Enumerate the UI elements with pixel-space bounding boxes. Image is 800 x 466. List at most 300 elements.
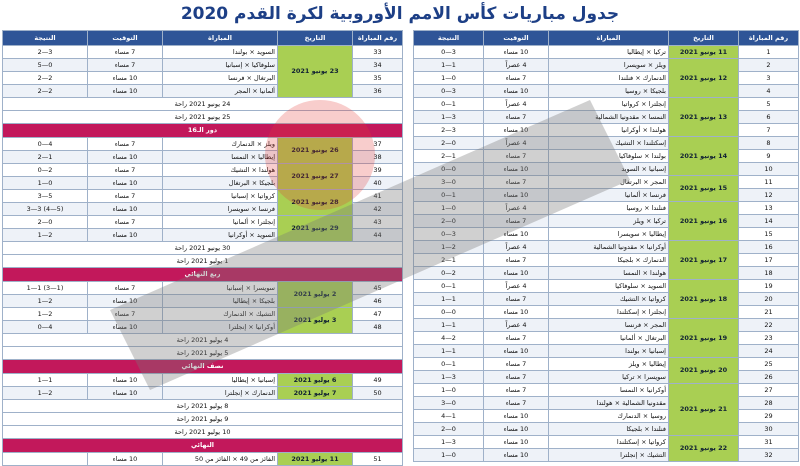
match-score: 0—1 (414, 384, 484, 397)
table-row (414, 332, 799, 345)
match-teams: المجر × فرنسا (549, 319, 669, 332)
match-score: 0—5 (3, 59, 88, 72)
match-score: 1—2 (414, 254, 484, 267)
match-teams: السويد × بولندا (163, 46, 278, 59)
table-row (414, 85, 799, 98)
match-teams: بلجيكا × البرتغال (163, 177, 278, 190)
table-row (414, 293, 799, 306)
match-score: 0—1 (414, 72, 484, 85)
match-time: 4 عصراً (484, 319, 549, 332)
match-number: 29 (739, 410, 799, 423)
match-teams: إسبانيا × بولندا (549, 345, 669, 358)
match-teams: إيطاليا × ويلز (549, 358, 669, 371)
match-number: 30 (739, 423, 799, 436)
match-date: 2 يوليو 2021 (278, 282, 353, 308)
table-row (414, 410, 799, 423)
match-score: 1—1 (3, 374, 88, 387)
match-teams: التشيك × إنجلترا (549, 449, 669, 462)
match-time: 7 مساء (88, 282, 163, 295)
match-time: 10 مساء (484, 345, 549, 358)
match-time: 7 مساء (484, 293, 549, 306)
match-number: 51 (353, 453, 403, 466)
match-teams: إسكتلندا × التشيك (549, 137, 669, 150)
match-time: 10 مساء (88, 295, 163, 308)
match-teams: فرنسا × ألمانيا (549, 189, 669, 202)
match-date: 6 يوليو 2021 (278, 374, 353, 387)
rest-day-row (3, 400, 403, 413)
match-teams: بلجيكا × روسيا (549, 85, 669, 98)
match-number: 22 (739, 319, 799, 332)
match-date: 15 يونيو 2021 (669, 176, 739, 202)
match-time: 10 مساء (484, 163, 549, 176)
match-number: 50 (353, 387, 403, 400)
match-score: 4—0 (3, 138, 88, 151)
table-row (414, 215, 799, 228)
rest-day-label: 8 يوليو 2021 راحة (3, 400, 403, 413)
match-date: 21 يونيو 2021 (669, 384, 739, 436)
match-time: 7 مساء (484, 332, 549, 345)
match-score: 2—1 (3, 295, 88, 308)
table-row (414, 46, 799, 59)
match-score: 0—3 (414, 397, 484, 410)
match-time: 10 مساء (484, 410, 549, 423)
match-score: 2—0 (3, 164, 88, 177)
match-number: 40 (353, 177, 403, 190)
match-time: 7 مساء (484, 150, 549, 163)
table-row (3, 46, 403, 59)
stage-title: النهائي (3, 439, 403, 453)
match-date: 23 يونيو 2021 (278, 46, 353, 98)
match-score: 0—1 (3, 177, 88, 190)
match-score: 0—2 (3, 216, 88, 229)
match-time: 7 مساء (88, 308, 163, 321)
match-number: 4 (739, 85, 799, 98)
match-time: 7 مساء (484, 72, 549, 85)
match-teams: هولندا × أوكرانيا (549, 124, 669, 137)
match-time: 10 مساء (484, 228, 549, 241)
match-teams: الدنمارك × بلجيكا (549, 254, 669, 267)
match-date: 13 يونيو 2021 (669, 98, 739, 137)
match-teams: التشيك × الدنمارك (163, 308, 278, 321)
table-row (3, 282, 403, 295)
match-number: 21 (739, 306, 799, 319)
match-time: 10 مساء (88, 387, 163, 400)
table-row (414, 423, 799, 436)
table-row (414, 306, 799, 319)
match-time: 10 مساء (484, 449, 549, 462)
rest-day-label: 9 يوليو 2021 راحة (3, 413, 403, 426)
match-number: 16 (739, 241, 799, 254)
column-header: التاريخ (669, 31, 739, 46)
match-teams: أوكرانيا × مقدونيا الشمالية (549, 241, 669, 254)
table-row (414, 59, 799, 72)
match-time: 10 مساء (88, 177, 163, 190)
match-time: 7 مساء (484, 254, 549, 267)
match-score: 3—1 (414, 371, 484, 384)
match-time: 10 مساء (88, 229, 163, 242)
table-row (414, 345, 799, 358)
match-time: 10 مساء (88, 85, 163, 98)
match-number: 24 (739, 345, 799, 358)
match-time: 7 مساء (484, 371, 549, 384)
table-row (414, 124, 799, 137)
match-number: 6 (739, 111, 799, 124)
match-teams: السويد × سلوفاكيا (549, 280, 669, 293)
match-number: 18 (739, 267, 799, 280)
match-number: 3 (739, 72, 799, 85)
match-score: 0—1 (414, 202, 484, 215)
match-date: 26 يونيو 2021 (278, 138, 353, 164)
match-date: 22 يونيو 2021 (669, 436, 739, 462)
match-number: 49 (353, 374, 403, 387)
match-score: 2—1 (3, 229, 88, 242)
match-number: 7 (739, 124, 799, 137)
match-score: 3—2 (3, 46, 88, 59)
match-teams: ويلز × الدنمارك (163, 138, 278, 151)
match-score: 0—1 (414, 449, 484, 462)
match-teams: بلجيكا × إيطاليا (163, 295, 278, 308)
match-number: 25 (739, 358, 799, 371)
table-row (3, 453, 403, 466)
column-header: رقم المباراة (353, 31, 403, 46)
table-row (3, 164, 403, 177)
column-header: رقم المباراة (739, 31, 799, 46)
match-time: 10 مساء (88, 72, 163, 85)
match-number: 26 (739, 371, 799, 384)
match-number: 28 (739, 397, 799, 410)
match-number: 33 (353, 46, 403, 59)
match-teams: فرنسا × سويسرا (163, 203, 278, 216)
stage-title: ربع النهائي (3, 268, 403, 282)
match-score: 1—1 (414, 319, 484, 332)
rest-day-row (3, 413, 403, 426)
match-date: 29 يونيو 2021 (278, 216, 353, 242)
match-teams: السويد × أوكرانيا (163, 229, 278, 242)
match-time: 10 مساء (484, 189, 549, 202)
match-score: 0—3 (414, 176, 484, 189)
match-score: 2—1 (3, 387, 88, 400)
match-score: 1—4 (414, 410, 484, 423)
match-date: 16 يونيو 2021 (669, 202, 739, 241)
match-time: 10 مساء (484, 306, 549, 319)
match-score: (5—4) 3—3 (3, 203, 88, 216)
match-number: 13 (739, 202, 799, 215)
rest-day-row (3, 347, 403, 360)
match-time: 7 مساء (484, 397, 549, 410)
match-date: 17 يونيو 2021 (669, 241, 739, 280)
match-teams: الدنمارك × فنلندا (549, 72, 669, 85)
match-number: 14 (739, 215, 799, 228)
match-time: 10 مساء (484, 436, 549, 449)
match-time: 7 مساء (484, 111, 549, 124)
match-time: 4 عصراً (484, 280, 549, 293)
match-time: 4 عصراً (484, 202, 549, 215)
match-date: 11 يونيو 2021 (669, 46, 739, 59)
match-teams: إيطاليا × النمسا (163, 151, 278, 164)
match-date: 11 يوليو 2021 (278, 453, 353, 466)
column-header: التوقيت (484, 31, 549, 46)
match-number: 32 (739, 449, 799, 462)
match-number: 27 (739, 384, 799, 397)
column-header: النتيجة (3, 31, 88, 46)
match-score: 2—0 (414, 267, 484, 280)
match-score: (1—3) 1—1 (3, 282, 88, 295)
table-row (414, 98, 799, 111)
table-row (414, 189, 799, 202)
table-row (414, 202, 799, 215)
column-header: النتيجة (414, 31, 484, 46)
rest-day-row (3, 255, 403, 268)
rest-day-label: 4 يوليو 2021 راحة (3, 334, 403, 347)
table-row (414, 384, 799, 397)
match-score: 1—2 (3, 151, 88, 164)
match-number: 8 (739, 137, 799, 150)
match-number: 36 (353, 85, 403, 98)
match-score: 2—4 (414, 332, 484, 345)
match-score: 2—2 (3, 85, 88, 98)
stage-title: نصف النهائي (3, 360, 403, 374)
table-row (3, 308, 403, 321)
column-header: التوقيت (88, 31, 163, 46)
match-number: 5 (739, 98, 799, 111)
match-score: 4—0 (3, 321, 88, 334)
match-teams: روسيا × الدنمارك (549, 410, 669, 423)
match-teams: هولندا × التشيك (163, 164, 278, 177)
match-teams: إنجلترا × ألمانيا (163, 216, 278, 229)
table-row (414, 228, 799, 241)
match-score: 3—0 (414, 85, 484, 98)
match-date: 28 يونيو 2021 (278, 190, 353, 216)
match-score: 0—0 (414, 306, 484, 319)
match-score: 1—1 (414, 345, 484, 358)
match-time: 4 عصراً (484, 98, 549, 111)
table-row (414, 280, 799, 293)
rest-day-label: 10 يوليو 2021 راحة (3, 426, 403, 439)
rest-day-label: 30 يونيو 2021 راحة (3, 242, 403, 255)
table-row (414, 176, 799, 189)
match-number: 42 (353, 203, 403, 216)
table-row (3, 374, 403, 387)
match-date: 20 يونيو 2021 (669, 358, 739, 384)
match-time: 7 مساء (88, 59, 163, 72)
rest-day-row (3, 98, 403, 111)
match-teams: سويسرا × إسبانيا (163, 282, 278, 295)
table-row (414, 436, 799, 449)
match-score (3, 453, 88, 466)
match-teams: إنجلترا × كرواتيا (549, 98, 669, 111)
table-row (414, 449, 799, 462)
table-row (414, 371, 799, 384)
match-number: 12 (739, 189, 799, 202)
table-row (414, 358, 799, 371)
match-time: 7 مساء (88, 138, 163, 151)
match-date: 19 يونيو 2021 (669, 319, 739, 358)
match-number: 19 (739, 280, 799, 293)
column-header: المباراة (163, 31, 278, 46)
match-score: 3—1 (414, 436, 484, 449)
match-score: 0—2 (414, 423, 484, 436)
match-time: 10 مساء (484, 423, 549, 436)
rest-day-label: 24 يونيو 2021 راحة (3, 98, 403, 111)
match-score: 3—0 (414, 46, 484, 59)
match-date: 12 يونيو 2021 (669, 59, 739, 98)
match-teams: أوكرانيا × النمسا (549, 384, 669, 397)
match-number: 20 (739, 293, 799, 306)
match-time: 10 مساء (88, 203, 163, 216)
match-number: 45 (353, 282, 403, 295)
match-number: 31 (739, 436, 799, 449)
match-date: 18 يونيو 2021 (669, 280, 739, 319)
rest-day-row (3, 426, 403, 439)
match-time: 10 مساء (484, 46, 549, 59)
match-score: 1—0 (414, 189, 484, 202)
match-score: 3—1 (414, 111, 484, 124)
stage-row (3, 268, 403, 282)
match-number: 43 (353, 216, 403, 229)
knockout-header-row (3, 31, 403, 46)
match-teams: إنجلترا × إسكتلندا (549, 306, 669, 319)
group-stage-table (413, 30, 799, 462)
stage-row (3, 360, 403, 374)
match-teams: مقدونيا الشمالية × هولندا (549, 397, 669, 410)
rest-day-label: 5 يوليو 2021 راحة (3, 347, 403, 360)
match-number: 11 (739, 176, 799, 189)
match-score: 1—0 (414, 98, 484, 111)
table-row (414, 254, 799, 267)
match-time: 4 عصراً (484, 241, 549, 254)
match-date: 7 يوليو 2021 (278, 387, 353, 400)
table-row (414, 163, 799, 176)
table-row (414, 111, 799, 124)
stage-row (3, 124, 403, 138)
match-number: 10 (739, 163, 799, 176)
knockout-table (2, 30, 403, 466)
table-row (414, 267, 799, 280)
match-score: 1—0 (414, 280, 484, 293)
rest-day-row (3, 334, 403, 347)
table-row (414, 150, 799, 163)
match-teams: تركيا × إيطاليا (549, 46, 669, 59)
match-time: 10 مساء (484, 85, 549, 98)
match-teams: النمسا × مقدونيا الشمالية (549, 111, 669, 124)
match-time: 7 مساء (484, 215, 549, 228)
match-teams: ويلز × سويسرا (549, 59, 669, 72)
stage-title: دور الـ16 (3, 124, 403, 138)
match-time: 7 مساء (88, 164, 163, 177)
match-time: 4 عصراً (484, 137, 549, 150)
match-score: 2—2 (3, 72, 88, 85)
match-teams: البرتغال × ألمانيا (549, 332, 669, 345)
table-row (414, 319, 799, 332)
match-number: 2 (739, 59, 799, 72)
match-teams: ألمانيا × المجر (163, 85, 278, 98)
match-number: 17 (739, 254, 799, 267)
match-teams: المجر × البرتغال (549, 176, 669, 189)
rest-day-label: 25 يونيو 2021 راحة (3, 111, 403, 124)
match-number: 1 (739, 46, 799, 59)
match-time: 10 مساء (88, 374, 163, 387)
match-number: 39 (353, 164, 403, 177)
match-teams: إسبانيا × إيطاليا (163, 374, 278, 387)
match-teams: إيطاليا × سويسرا (549, 228, 669, 241)
table-row (3, 138, 403, 151)
table-row (3, 190, 403, 203)
match-date: 27 يونيو 2021 (278, 164, 353, 190)
match-number: 34 (353, 59, 403, 72)
match-score: 1—1 (414, 293, 484, 306)
match-teams: الفائز من 49 × الفائز من 50 (163, 453, 278, 466)
match-number: 37 (353, 138, 403, 151)
table-row (414, 397, 799, 410)
table-row (3, 387, 403, 400)
knockout-body (3, 46, 403, 466)
rest-day-row (3, 242, 403, 255)
match-teams: إسبانيا × السويد (549, 163, 669, 176)
match-teams: البرتغال × فرنسا (163, 72, 278, 85)
match-teams: تركيا × ويلز (549, 215, 669, 228)
match-score: 1—2 (414, 150, 484, 163)
match-teams: هولندا × النمسا (549, 267, 669, 280)
match-teams: أوكرانيا × إنجلترا (163, 321, 278, 334)
table-row (3, 216, 403, 229)
group-stage-header-row (414, 31, 799, 46)
match-time: 7 مساء (88, 216, 163, 229)
match-time: 4 عصراً (484, 59, 549, 72)
stage-row (3, 439, 403, 453)
match-score: 5—3 (3, 190, 88, 203)
match-number: 48 (353, 321, 403, 334)
match-number: 38 (353, 151, 403, 164)
match-time: 10 مساء (484, 267, 549, 280)
match-number: 44 (353, 229, 403, 242)
match-number: 46 (353, 295, 403, 308)
match-date: 3 يوليو 2021 (278, 308, 353, 334)
match-time: 7 مساء (484, 384, 549, 397)
match-teams: الدنمارك × إنجلترا (163, 387, 278, 400)
match-number: 9 (739, 150, 799, 163)
match-time: 10 مساء (88, 321, 163, 334)
page-title: جدول مباريات كأس الامم الأوروبية لكرة القدم 2020 (180, 4, 620, 24)
table-row (414, 137, 799, 150)
match-number: 15 (739, 228, 799, 241)
column-header: التاريخ (278, 31, 353, 46)
match-teams: فنلندا × روسيا (549, 202, 669, 215)
match-number: 23 (739, 332, 799, 345)
rest-day-row (3, 111, 403, 124)
match-number: 47 (353, 308, 403, 321)
match-score: 2—1 (3, 308, 88, 321)
match-teams: كرواتيا × إسكتلندا (549, 436, 669, 449)
match-number: 41 (353, 190, 403, 203)
match-date: 14 يونيو 2021 (669, 137, 739, 176)
group-stage-body (414, 46, 799, 462)
match-teams: سلوفاكيا × إسبانيا (163, 59, 278, 72)
match-score: 3—2 (414, 124, 484, 137)
column-header: المباراة (549, 31, 669, 46)
match-score: 0—2 (414, 215, 484, 228)
match-number: 35 (353, 72, 403, 85)
match-time: 7 مساء (484, 358, 549, 371)
match-score: 3—0 (414, 228, 484, 241)
match-score: 2—1 (414, 241, 484, 254)
match-teams: سويسرا × تركيا (549, 371, 669, 384)
match-score: 0—2 (414, 137, 484, 150)
match-teams: كرواتيا × إسبانيا (163, 190, 278, 203)
match-time: 7 مساء (88, 190, 163, 203)
rest-day-label: 1 يوليو 2021 راحة (3, 255, 403, 268)
match-time: 10 مساء (88, 151, 163, 164)
table-row (414, 241, 799, 254)
